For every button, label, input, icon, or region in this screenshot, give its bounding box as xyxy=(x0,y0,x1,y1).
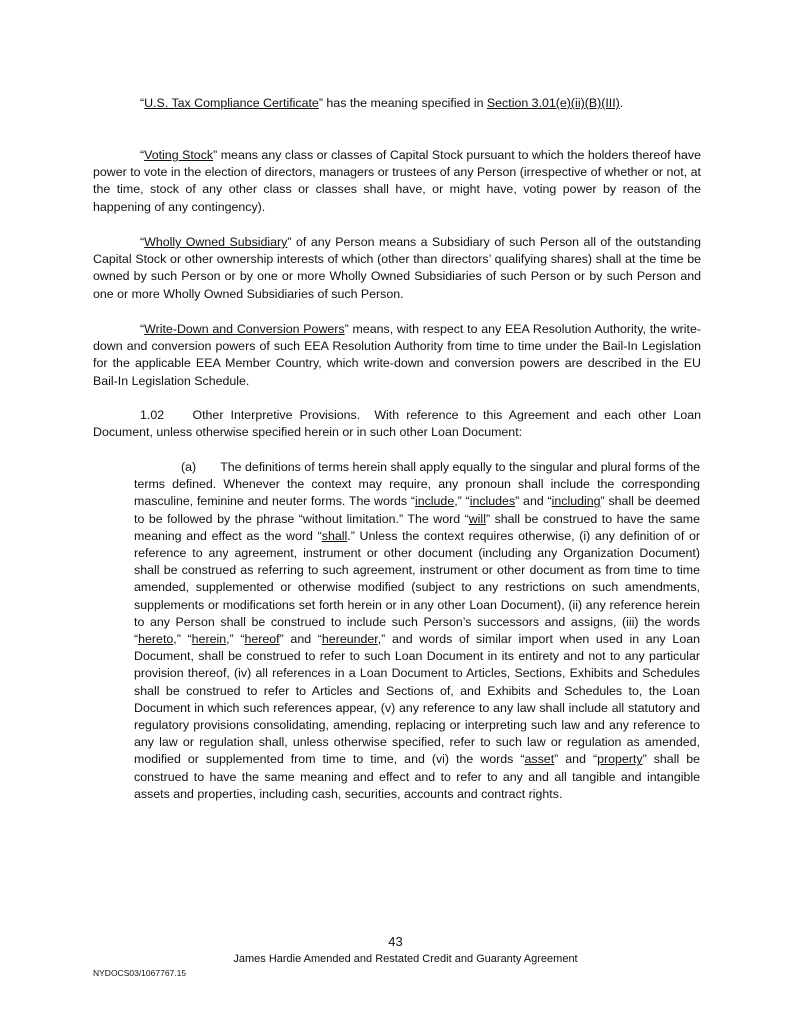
document-id: NYDOCS03/1067767.15 xyxy=(93,968,187,978)
defined-term: Write-Down and Conversion Powers xyxy=(144,322,345,336)
definition-wholly-owned-subsidiary: “Wholly Owned Subsidiary” of any Person means a Subsidiary of such Person all of the outstanding Capital Stock or other ownership interests of which (other than directors’ qualifying shares) shall at the time be owned by such Person or by one or more Wholly Owned Subsidiaries of such Person or by such Person and one or more Wholly Owned Subsidiaries of such Person. xyxy=(93,235,701,301)
definition-voting-stock: “Voting Stock” means any class or classes of Capital Stock pursuant to which the holders thereof have power to vote in the election of directors, managers or trustees of any Person (irrespective of whether or not, at the time, stock of any other class or classes shall have, or might have, voting power by reason of the happening of any contingency). xyxy=(93,148,701,214)
defined-term: Voting Stock xyxy=(144,148,214,162)
section-reference: Section 3.01(e)(ii)(B)(III) xyxy=(486,96,620,110)
definition-write-down-and-conversion-powers: “Write-Down and Conversion Powers” means, with respect to any EEA Resolution Authority, the write-down and conversion powers of such EEA Resolution Authority from time to time under the Bail-In Legislation for the applicable EEA Member Country, which write-down and conversion powers are described in the EU Bail-In Legislation Schedule. xyxy=(93,322,701,388)
section-title: Other Interpretive Provisions. xyxy=(192,408,361,422)
clause-label: (a) xyxy=(181,460,197,474)
defined-term: Wholly Owned Subsidiary xyxy=(144,235,288,249)
footer-document-title: James Hardie Amended and Restated Credit and Guaranty Agreement xyxy=(233,953,578,965)
section-number: 1.02 xyxy=(140,408,165,422)
page-number: 43 xyxy=(388,934,403,949)
defined-term: U.S. Tax Compliance Certificate xyxy=(144,96,319,110)
clause-a: (a) The definitions of terms herein shall apply equally to the singular and plural forms of the terms defined. Whenever the context may require, any pronoun shall include the corresponding masculine, feminine and neuter forms. The words “include,” “includes” and “including” shall be deemed to be followed by the phrase “without limitation.” The word “will” shall be construed to have the same meaning and effect as the word “shall.” Unless the context requires otherwise, (i) any definition of or reference to any agreement, instrument or other document (including any Organization Document) shall be construed as referring to such agreement, instrument or other document as from time to time amended, supplemented or otherwise modified (subject to any restrictions on such amendments, supplements or modifications set forth herein or in any other Loan Document), (ii) any reference herein to any Person shall be construed to include such Person’s successors and assigns, (iii) the words “hereto,” “herein,” “hereof” and “hereunder,” and words of similar import when used in any Loan Document, shall be construed to refer to such Loan Document in its entirety and not to any particular provision thereof, (iv) all references in a Loan Document to Articles, Sections, Exhibits and Schedules shall be construed to refer to Articles and Sections of, and Exhibits and Schedules to, the Loan Document in which such references appear, (v) any reference to any law shall include all statutory and regulatory provisions consolidating, amending, replacing or interpreting such law and any reference to any law or regulation shall, unless otherwise specified, refer to such law or regulation as amended, modified or supplemented from time to time, and (vi) the words “asset” and “property” shall be construed to have the same meaning and effect and to refer to any and all tangible and intangible assets and properties, including cash, securities, accounts and contract rights. xyxy=(134,460,701,801)
section-1-02-heading: 1.02 Other Interpretive Provisions. With reference to this Agreement and each other Loan Document, unless otherwise specified herein or in such other Loan Document: xyxy=(93,408,702,440)
definition-us-tax-compliance-certificate: “U.S. Tax Compliance Certificate” has the meaning specified in Section 3.01(e)(ii)(B)(III). xyxy=(140,96,624,110)
